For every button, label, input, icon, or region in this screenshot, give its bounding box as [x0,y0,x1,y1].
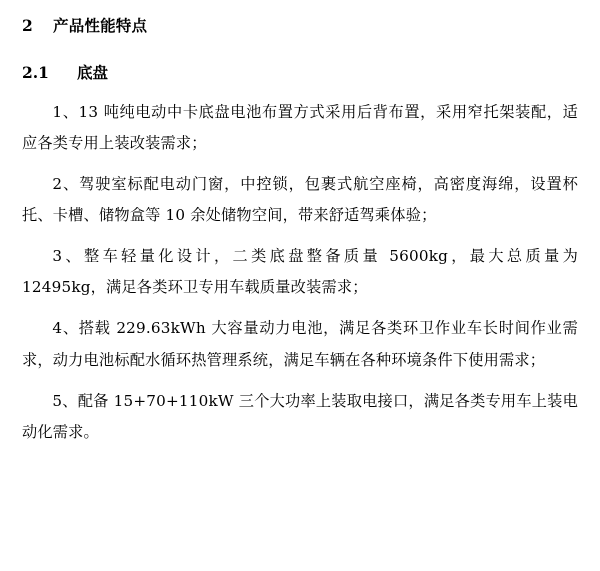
section-heading-2-title: 底盘 [76,63,108,83]
section-heading-2 [22,61,578,84]
body-paragraph: 2、驾驶室标配电动门窗，中控锁，包裹式航空座椅，高密度海绵，设置杯托、卡槽、储物盒等 10 余处储物空间，带来舒适驾乘体验； [22,174,578,224]
body-paragraph: 4、搭载 229.63kWh 大容量动力电池，满足各类环卫作业车长时间作业需求，动力电池标配水循环热管理系统，满足车辆在各种环境条件下使用需求； [22,319,578,369]
section-heading-1 [22,14,578,37]
section-heading-1-title: 产品性能特点 [53,16,148,35]
section-heading-1-number: 2 [22,16,33,35]
body-paragraph: 3、整车轻量化设计，二类底盘整备质量 5600kg，最大总质量为 12495kg，满足各类环卫专用车载质量改装需求； [22,247,578,297]
body-paragraph: 5、配备 15+70+110kW 三个大功率上装取电接口，满足各类专用车上装电动化需求。 [22,391,578,441]
body-paragraph: 1、13 吨纯电动中卡底盘电池布置方式采用后背布置，采用窄托架装配，适应各类专用上装改装需求； [22,102,578,152]
section-heading-2-number: 2.1 [22,63,49,83]
